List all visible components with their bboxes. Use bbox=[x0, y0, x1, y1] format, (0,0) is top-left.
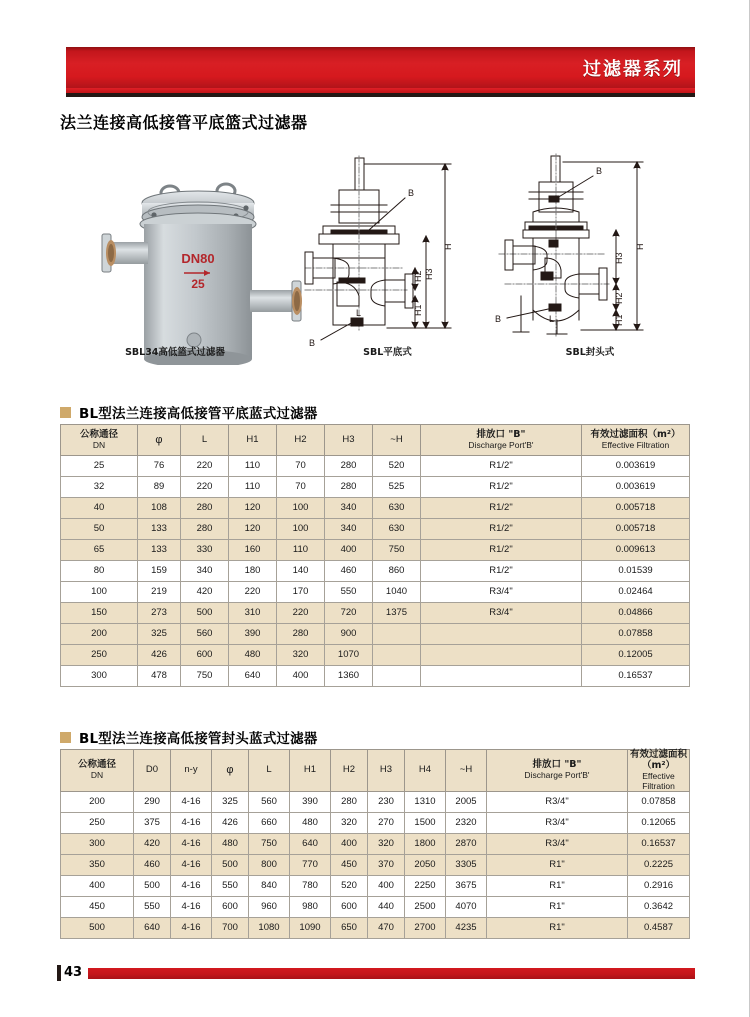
cell-h3: 1070 bbox=[325, 645, 373, 666]
cell-l: 750 bbox=[181, 666, 229, 687]
cell-discharge bbox=[421, 666, 582, 687]
cell-dn: 250 bbox=[61, 645, 138, 666]
drawing-sbl-flat-bottom bbox=[295, 150, 485, 365]
cell-h3: 280 bbox=[325, 477, 373, 498]
cell-h2: 320 bbox=[277, 645, 325, 666]
table-row bbox=[61, 918, 690, 939]
cell-h4: 1800 bbox=[405, 834, 446, 855]
cell-h2: 220 bbox=[277, 603, 325, 624]
table-row bbox=[61, 456, 690, 477]
cell-h1: 110 bbox=[229, 477, 277, 498]
cell-h: 630 bbox=[373, 519, 421, 540]
cell-h: 3305 bbox=[446, 855, 487, 876]
cell-h1: 980 bbox=[290, 897, 331, 918]
cell-h: 630 bbox=[373, 498, 421, 519]
col-header-phi: φ bbox=[212, 750, 249, 792]
section-2-title: BL型法兰连接高低接管封头蓝式过滤器 bbox=[79, 731, 318, 747]
table-row bbox=[61, 645, 690, 666]
caption-photo: SBL34高低篮式过滤器 bbox=[125, 347, 225, 358]
cell-h1: 480 bbox=[229, 645, 277, 666]
cell-h2: 650 bbox=[331, 918, 368, 939]
col-header-h1: H1 bbox=[229, 425, 277, 456]
cell-discharge: R1/2" bbox=[421, 498, 582, 519]
dim-label-b-top: B bbox=[408, 188, 415, 198]
dim-label-b-bottom: B bbox=[495, 314, 502, 324]
cell-h: 2005 bbox=[446, 792, 487, 813]
cell-h bbox=[373, 645, 421, 666]
table-row bbox=[61, 540, 690, 561]
series-title: 过滤器系列 bbox=[583, 59, 683, 80]
cell-phi: 133 bbox=[138, 540, 181, 561]
cell-discharge: R1" bbox=[487, 918, 628, 939]
table-row bbox=[61, 477, 690, 498]
cell-l: 340 bbox=[181, 561, 229, 582]
cell-h: 1375 bbox=[373, 603, 421, 624]
cell-l: 750 bbox=[249, 834, 290, 855]
cell-phi: 325 bbox=[212, 792, 249, 813]
dim-label-h1: H1 bbox=[413, 304, 423, 316]
cell-dn: 32 bbox=[61, 477, 138, 498]
dim-label-h3: H3 bbox=[424, 268, 434, 280]
cell-dn: 350 bbox=[61, 855, 134, 876]
cell-h1: 110 bbox=[229, 456, 277, 477]
cell-discharge: R1" bbox=[487, 897, 628, 918]
cell-l: 220 bbox=[181, 477, 229, 498]
footer-tick-mark bbox=[57, 965, 61, 981]
cell-h4: 2050 bbox=[405, 855, 446, 876]
cell-h2: 100 bbox=[277, 519, 325, 540]
cell-dn: 200 bbox=[61, 792, 134, 813]
cell-h1: 310 bbox=[229, 603, 277, 624]
cell-d0: 460 bbox=[134, 855, 171, 876]
cell-h2: 170 bbox=[277, 582, 325, 603]
cell-dn: 65 bbox=[61, 540, 138, 561]
cell-l: 220 bbox=[181, 456, 229, 477]
cell-h2: 100 bbox=[277, 498, 325, 519]
cell-h2: 280 bbox=[331, 792, 368, 813]
cell-ny: 4-16 bbox=[171, 792, 212, 813]
cell-d0: 640 bbox=[134, 918, 171, 939]
cell-h3: 230 bbox=[368, 792, 405, 813]
col-header-l: L bbox=[249, 750, 290, 792]
cell-h: 2320 bbox=[446, 813, 487, 834]
footer-red-bar bbox=[88, 968, 695, 979]
col-header-d0: D0 bbox=[134, 750, 171, 792]
cell-phi: 76 bbox=[138, 456, 181, 477]
cell-phi: 108 bbox=[138, 498, 181, 519]
cell-h3: 320 bbox=[368, 834, 405, 855]
cell-l: 660 bbox=[249, 813, 290, 834]
table-row bbox=[61, 582, 690, 603]
cell-dn: 150 bbox=[61, 603, 138, 624]
cell-h4: 2250 bbox=[405, 876, 446, 897]
cell-h3: 340 bbox=[325, 519, 373, 540]
cell-discharge: R3/4" bbox=[421, 582, 582, 603]
dim-label-b-top: B bbox=[596, 166, 603, 176]
cell-discharge: R1/2" bbox=[421, 561, 582, 582]
table-row bbox=[61, 498, 690, 519]
product-photo-sbl34 bbox=[90, 150, 325, 365]
col-header-h3: H3 bbox=[368, 750, 405, 792]
section-heading-1 bbox=[60, 402, 318, 422]
square-bullet-icon bbox=[60, 732, 71, 743]
cell-h2: 140 bbox=[277, 561, 325, 582]
table-header-row bbox=[61, 750, 690, 792]
table-body bbox=[61, 456, 690, 687]
cell-d0: 500 bbox=[134, 876, 171, 897]
cell-h1: 480 bbox=[290, 813, 331, 834]
section-heading-2 bbox=[60, 727, 318, 747]
photo-label-dn: DN80 bbox=[181, 251, 215, 266]
dim-label-h3: H3 bbox=[614, 252, 624, 264]
col-header-l: L bbox=[181, 425, 229, 456]
cell-h1: 180 bbox=[229, 561, 277, 582]
cell-h: 1040 bbox=[373, 582, 421, 603]
cell-discharge: R1" bbox=[487, 876, 628, 897]
cell-dn: 40 bbox=[61, 498, 138, 519]
cell-l: 960 bbox=[249, 897, 290, 918]
cell-h1: 390 bbox=[229, 624, 277, 645]
cell-h3: 400 bbox=[325, 540, 373, 561]
cell-filtration: 0.01539 bbox=[582, 561, 690, 582]
table-row bbox=[61, 561, 690, 582]
cell-h4: 1500 bbox=[405, 813, 446, 834]
cell-discharge: R1" bbox=[487, 855, 628, 876]
cell-ny: 4-16 bbox=[171, 918, 212, 939]
cell-dn: 50 bbox=[61, 519, 138, 540]
cell-l: 280 bbox=[181, 519, 229, 540]
table-row bbox=[61, 519, 690, 540]
cell-phi: 159 bbox=[138, 561, 181, 582]
table-body bbox=[61, 792, 690, 939]
cell-discharge: R1/2" bbox=[421, 456, 582, 477]
dim-label-h2: H2 bbox=[614, 292, 624, 304]
cell-l: 600 bbox=[181, 645, 229, 666]
cell-h3: 720 bbox=[325, 603, 373, 624]
cell-dn: 250 bbox=[61, 813, 134, 834]
col-header-h: ~H bbox=[446, 750, 487, 792]
cell-h: 520 bbox=[373, 456, 421, 477]
cell-h2: 320 bbox=[331, 813, 368, 834]
cell-discharge: R1/2" bbox=[421, 540, 582, 561]
cell-phi: 550 bbox=[212, 876, 249, 897]
cell-h2: 520 bbox=[331, 876, 368, 897]
cell-h3: 470 bbox=[368, 918, 405, 939]
caption-right: SBL封头式 bbox=[565, 347, 615, 358]
table-row bbox=[61, 834, 690, 855]
cell-l: 330 bbox=[181, 540, 229, 561]
spec-table-head-type bbox=[60, 749, 690, 939]
cell-phi: 273 bbox=[138, 603, 181, 624]
col-header-dn: 公称通径 DN bbox=[61, 750, 134, 792]
cell-l: 560 bbox=[249, 792, 290, 813]
cell-phi: 478 bbox=[138, 666, 181, 687]
cell-discharge: R3/4" bbox=[487, 813, 628, 834]
cell-h3: 270 bbox=[368, 813, 405, 834]
cell-d0: 420 bbox=[134, 834, 171, 855]
dim-label-h1: H1 bbox=[614, 314, 624, 326]
banner-black-rule bbox=[66, 93, 695, 97]
cell-filtration: 0.07858 bbox=[628, 792, 690, 813]
cell-h3: 440 bbox=[368, 897, 405, 918]
cell-phi: 89 bbox=[138, 477, 181, 498]
cell-l: 560 bbox=[181, 624, 229, 645]
cell-filtration: 0.16537 bbox=[628, 834, 690, 855]
cell-h: 750 bbox=[373, 540, 421, 561]
cell-h2: 280 bbox=[277, 624, 325, 645]
cell-h1: 120 bbox=[229, 498, 277, 519]
cell-phi: 700 bbox=[212, 918, 249, 939]
cell-h3: 280 bbox=[325, 456, 373, 477]
cell-phi: 500 bbox=[212, 855, 249, 876]
cell-h: 4070 bbox=[446, 897, 487, 918]
cell-filtration: 0.12005 bbox=[582, 645, 690, 666]
cell-phi: 219 bbox=[138, 582, 181, 603]
cell-d0: 550 bbox=[134, 897, 171, 918]
cell-l: 840 bbox=[249, 876, 290, 897]
cell-phi: 325 bbox=[138, 624, 181, 645]
cell-h: 4235 bbox=[446, 918, 487, 939]
table-row bbox=[61, 603, 690, 624]
dim-label-h: H bbox=[635, 243, 645, 250]
col-header-h4: H4 bbox=[405, 750, 446, 792]
caption-middle: SBL平底式 bbox=[363, 347, 412, 358]
cell-h3: 340 bbox=[325, 498, 373, 519]
dim-label-b-bottom: B bbox=[309, 338, 316, 348]
cell-h2: 70 bbox=[277, 456, 325, 477]
cell-dn: 450 bbox=[61, 897, 134, 918]
cell-l: 500 bbox=[181, 603, 229, 624]
cell-l: 800 bbox=[249, 855, 290, 876]
col-header-filtration: 有效过滤面积（m²） Effective Filtration bbox=[582, 425, 690, 456]
col-header-h1: H1 bbox=[290, 750, 331, 792]
cell-discharge bbox=[421, 624, 582, 645]
cell-discharge: R3/4" bbox=[487, 834, 628, 855]
cell-h: 3675 bbox=[446, 876, 487, 897]
cell-phi: 426 bbox=[138, 645, 181, 666]
cell-h2: 110 bbox=[277, 540, 325, 561]
cell-h2: 400 bbox=[331, 834, 368, 855]
cell-filtration: 0.04866 bbox=[582, 603, 690, 624]
cell-phi: 600 bbox=[212, 897, 249, 918]
col-header-phi: φ bbox=[138, 425, 181, 456]
col-header-h2: H2 bbox=[331, 750, 368, 792]
cell-h2: 400 bbox=[277, 666, 325, 687]
cell-h1: 640 bbox=[290, 834, 331, 855]
dim-label-l: L bbox=[356, 308, 362, 318]
col-header-filtration: 有效过滤面积（m²） Effective Filtration bbox=[628, 750, 690, 792]
page-number: 43 bbox=[64, 965, 83, 980]
cell-dn: 500 bbox=[61, 918, 134, 939]
cell-h: 860 bbox=[373, 561, 421, 582]
cell-filtration: 0.2916 bbox=[628, 876, 690, 897]
cell-h2: 600 bbox=[331, 897, 368, 918]
cell-l: 420 bbox=[181, 582, 229, 603]
cell-dn: 300 bbox=[61, 834, 134, 855]
cell-discharge bbox=[421, 645, 582, 666]
cell-filtration: 0.12065 bbox=[628, 813, 690, 834]
dim-label-h: H bbox=[443, 243, 453, 250]
col-header-h2: H2 bbox=[277, 425, 325, 456]
cell-l: 280 bbox=[181, 498, 229, 519]
col-header-discharge: 排放口 "B" Discharge Port'B' bbox=[487, 750, 628, 792]
cell-filtration: 0.003619 bbox=[582, 477, 690, 498]
col-header-dn: 公称通径 DN bbox=[61, 425, 138, 456]
cell-ny: 4-16 bbox=[171, 813, 212, 834]
cell-dn: 300 bbox=[61, 666, 138, 687]
cell-h1: 220 bbox=[229, 582, 277, 603]
cell-h3: 460 bbox=[325, 561, 373, 582]
cell-filtration: 0.2225 bbox=[628, 855, 690, 876]
cell-h1: 780 bbox=[290, 876, 331, 897]
cell-h: 525 bbox=[373, 477, 421, 498]
cell-discharge: R3/4" bbox=[487, 792, 628, 813]
col-header-discharge: 排放口 "B" Discharge Port'B' bbox=[421, 425, 582, 456]
cell-h1: 120 bbox=[229, 519, 277, 540]
table-row bbox=[61, 855, 690, 876]
cell-discharge: R1/2" bbox=[421, 477, 582, 498]
cell-dn: 400 bbox=[61, 876, 134, 897]
drawing-sbl-head-type bbox=[485, 150, 685, 365]
cell-h1: 640 bbox=[229, 666, 277, 687]
table-row bbox=[61, 666, 690, 687]
series-banner bbox=[66, 47, 695, 97]
table-row bbox=[61, 897, 690, 918]
cell-h bbox=[373, 624, 421, 645]
page-title: 法兰连接高低接管平底篮式过滤器 bbox=[60, 113, 308, 132]
cell-h3: 550 bbox=[325, 582, 373, 603]
dim-label-h2: H2 bbox=[413, 270, 423, 282]
table-row bbox=[61, 813, 690, 834]
cell-filtration: 0.009613 bbox=[582, 540, 690, 561]
col-header-h3: H3 bbox=[325, 425, 373, 456]
cell-h3: 400 bbox=[368, 876, 405, 897]
cell-phi: 426 bbox=[212, 813, 249, 834]
cell-filtration: 0.003619 bbox=[582, 456, 690, 477]
dim-label-l: L bbox=[549, 314, 555, 324]
cell-h3: 370 bbox=[368, 855, 405, 876]
section-1-title: BL型法兰连接高低接管平底蓝式过滤器 bbox=[79, 406, 318, 422]
cell-ny: 4-16 bbox=[171, 855, 212, 876]
cell-h1: 770 bbox=[290, 855, 331, 876]
table-row bbox=[61, 624, 690, 645]
col-header-h: ~H bbox=[373, 425, 421, 456]
cell-dn: 80 bbox=[61, 561, 138, 582]
cell-l: 1080 bbox=[249, 918, 290, 939]
table-header-row bbox=[61, 425, 690, 456]
col-header-ny: n-y bbox=[171, 750, 212, 792]
cell-d0: 375 bbox=[134, 813, 171, 834]
cell-h2: 70 bbox=[277, 477, 325, 498]
cell-filtration: 0.3642 bbox=[628, 897, 690, 918]
cell-h4: 2500 bbox=[405, 897, 446, 918]
cell-h4: 2700 bbox=[405, 918, 446, 939]
cell-d0: 290 bbox=[134, 792, 171, 813]
cell-phi: 133 bbox=[138, 519, 181, 540]
cell-h1: 390 bbox=[290, 792, 331, 813]
cell-filtration: 0.005718 bbox=[582, 519, 690, 540]
cell-h4: 1310 bbox=[405, 792, 446, 813]
cell-filtration: 0.16537 bbox=[582, 666, 690, 687]
cell-filtration: 0.02464 bbox=[582, 582, 690, 603]
cell-h2: 450 bbox=[331, 855, 368, 876]
photo-label-pressure: 25 bbox=[191, 277, 205, 291]
cell-ny: 4-16 bbox=[171, 834, 212, 855]
cell-filtration: 0.07858 bbox=[582, 624, 690, 645]
cell-h1: 160 bbox=[229, 540, 277, 561]
spec-table-flat-bottom bbox=[60, 424, 690, 687]
cell-discharge: R1/2" bbox=[421, 519, 582, 540]
cell-dn: 25 bbox=[61, 456, 138, 477]
cell-discharge: R3/4" bbox=[421, 603, 582, 624]
cell-h1: 1090 bbox=[290, 918, 331, 939]
cell-phi: 480 bbox=[212, 834, 249, 855]
square-bullet-icon bbox=[60, 407, 71, 418]
cell-ny: 4-16 bbox=[171, 897, 212, 918]
cell-h3: 1360 bbox=[325, 666, 373, 687]
cell-h bbox=[373, 666, 421, 687]
cell-h3: 900 bbox=[325, 624, 373, 645]
page-footer bbox=[57, 965, 695, 985]
table-row bbox=[61, 876, 690, 897]
table-row bbox=[61, 792, 690, 813]
cell-h: 2870 bbox=[446, 834, 487, 855]
cell-ny: 4-16 bbox=[171, 876, 212, 897]
cell-filtration: 0.005718 bbox=[582, 498, 690, 519]
figure-row bbox=[55, 150, 695, 365]
cell-dn: 100 bbox=[61, 582, 138, 603]
cell-filtration: 0.4587 bbox=[628, 918, 690, 939]
cell-dn: 200 bbox=[61, 624, 138, 645]
